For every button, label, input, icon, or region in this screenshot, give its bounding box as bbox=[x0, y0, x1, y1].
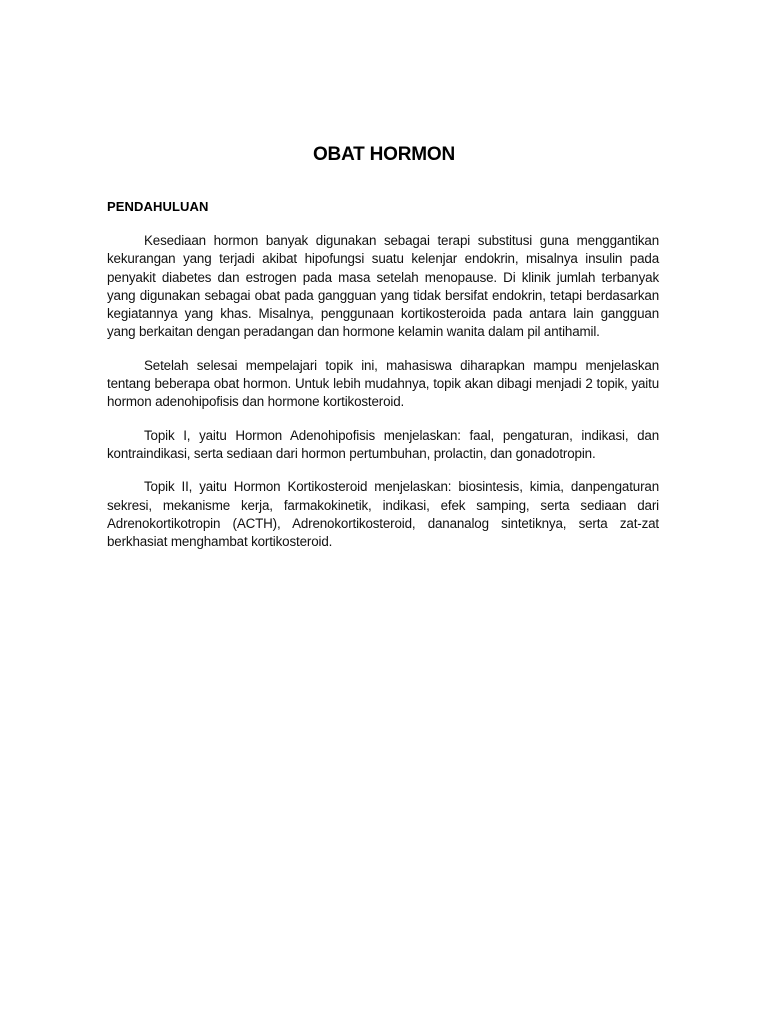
paragraph-topic-1: Topik I, yaitu Hormon Adenohipofisis menjelaskan: faal, pengaturan, indikasi, dan kontraindikasi, serta sediaan dari hormon pertumbuhan, prolactin, dan gonadotropin. bbox=[107, 427, 659, 461]
paragraph-topic-2: Topik II, yaitu Hormon Kortikosteroid menjelaskan: biosintesis, kimia, danpengaturan sekresi, mekanisme kerja, farmakokinetik, indikasi, efek samping, serta sediaan dari Adrenokortikotropin (ACTH), Adrenokortikosteroid, dananalog sintetiknya, serta zat-zat berkhasiat menghambat kortikosteroid. bbox=[107, 479, 659, 550]
paragraph-introduction: Kesediaan hormon banyak digunakan sebagai terapi substitusi guna menggantikan kekurangan yang terjadi akibat hipofungsi suatu kelenjar endokrin, misalnya insulin pada penyakit diabetes dan estrogen pada masa setelah menopause. Di klinik jumlah terbanyak yang digunakan sebagai obat pada gangguan yang tidak bersifat endokrin, tetapi berdasarkan kegiatannya yang khas. Misalnya, penggunaan kortikosteroida pada antara lain gangguan yang berkaitan dengan peradangan dan hormone kelamin wanita dalam pil antihamil. bbox=[107, 233, 659, 340]
document-body bbox=[107, 232, 659, 566]
paragraph-objectives: Setelah selesai mempelajari topik ini, mahasiswa diharapkan mampu menjelaskan tentang beberapa obat hormon. Untuk lebih mudahnya, topik akan dibagi menjadi 2 topik, yaitu hormon adenohipofisis dan hormone kortikosteroid. bbox=[107, 357, 659, 410]
document-title: OBAT HORMON bbox=[312, 144, 456, 165]
section-heading: PENDAHULUAN bbox=[107, 199, 209, 214]
